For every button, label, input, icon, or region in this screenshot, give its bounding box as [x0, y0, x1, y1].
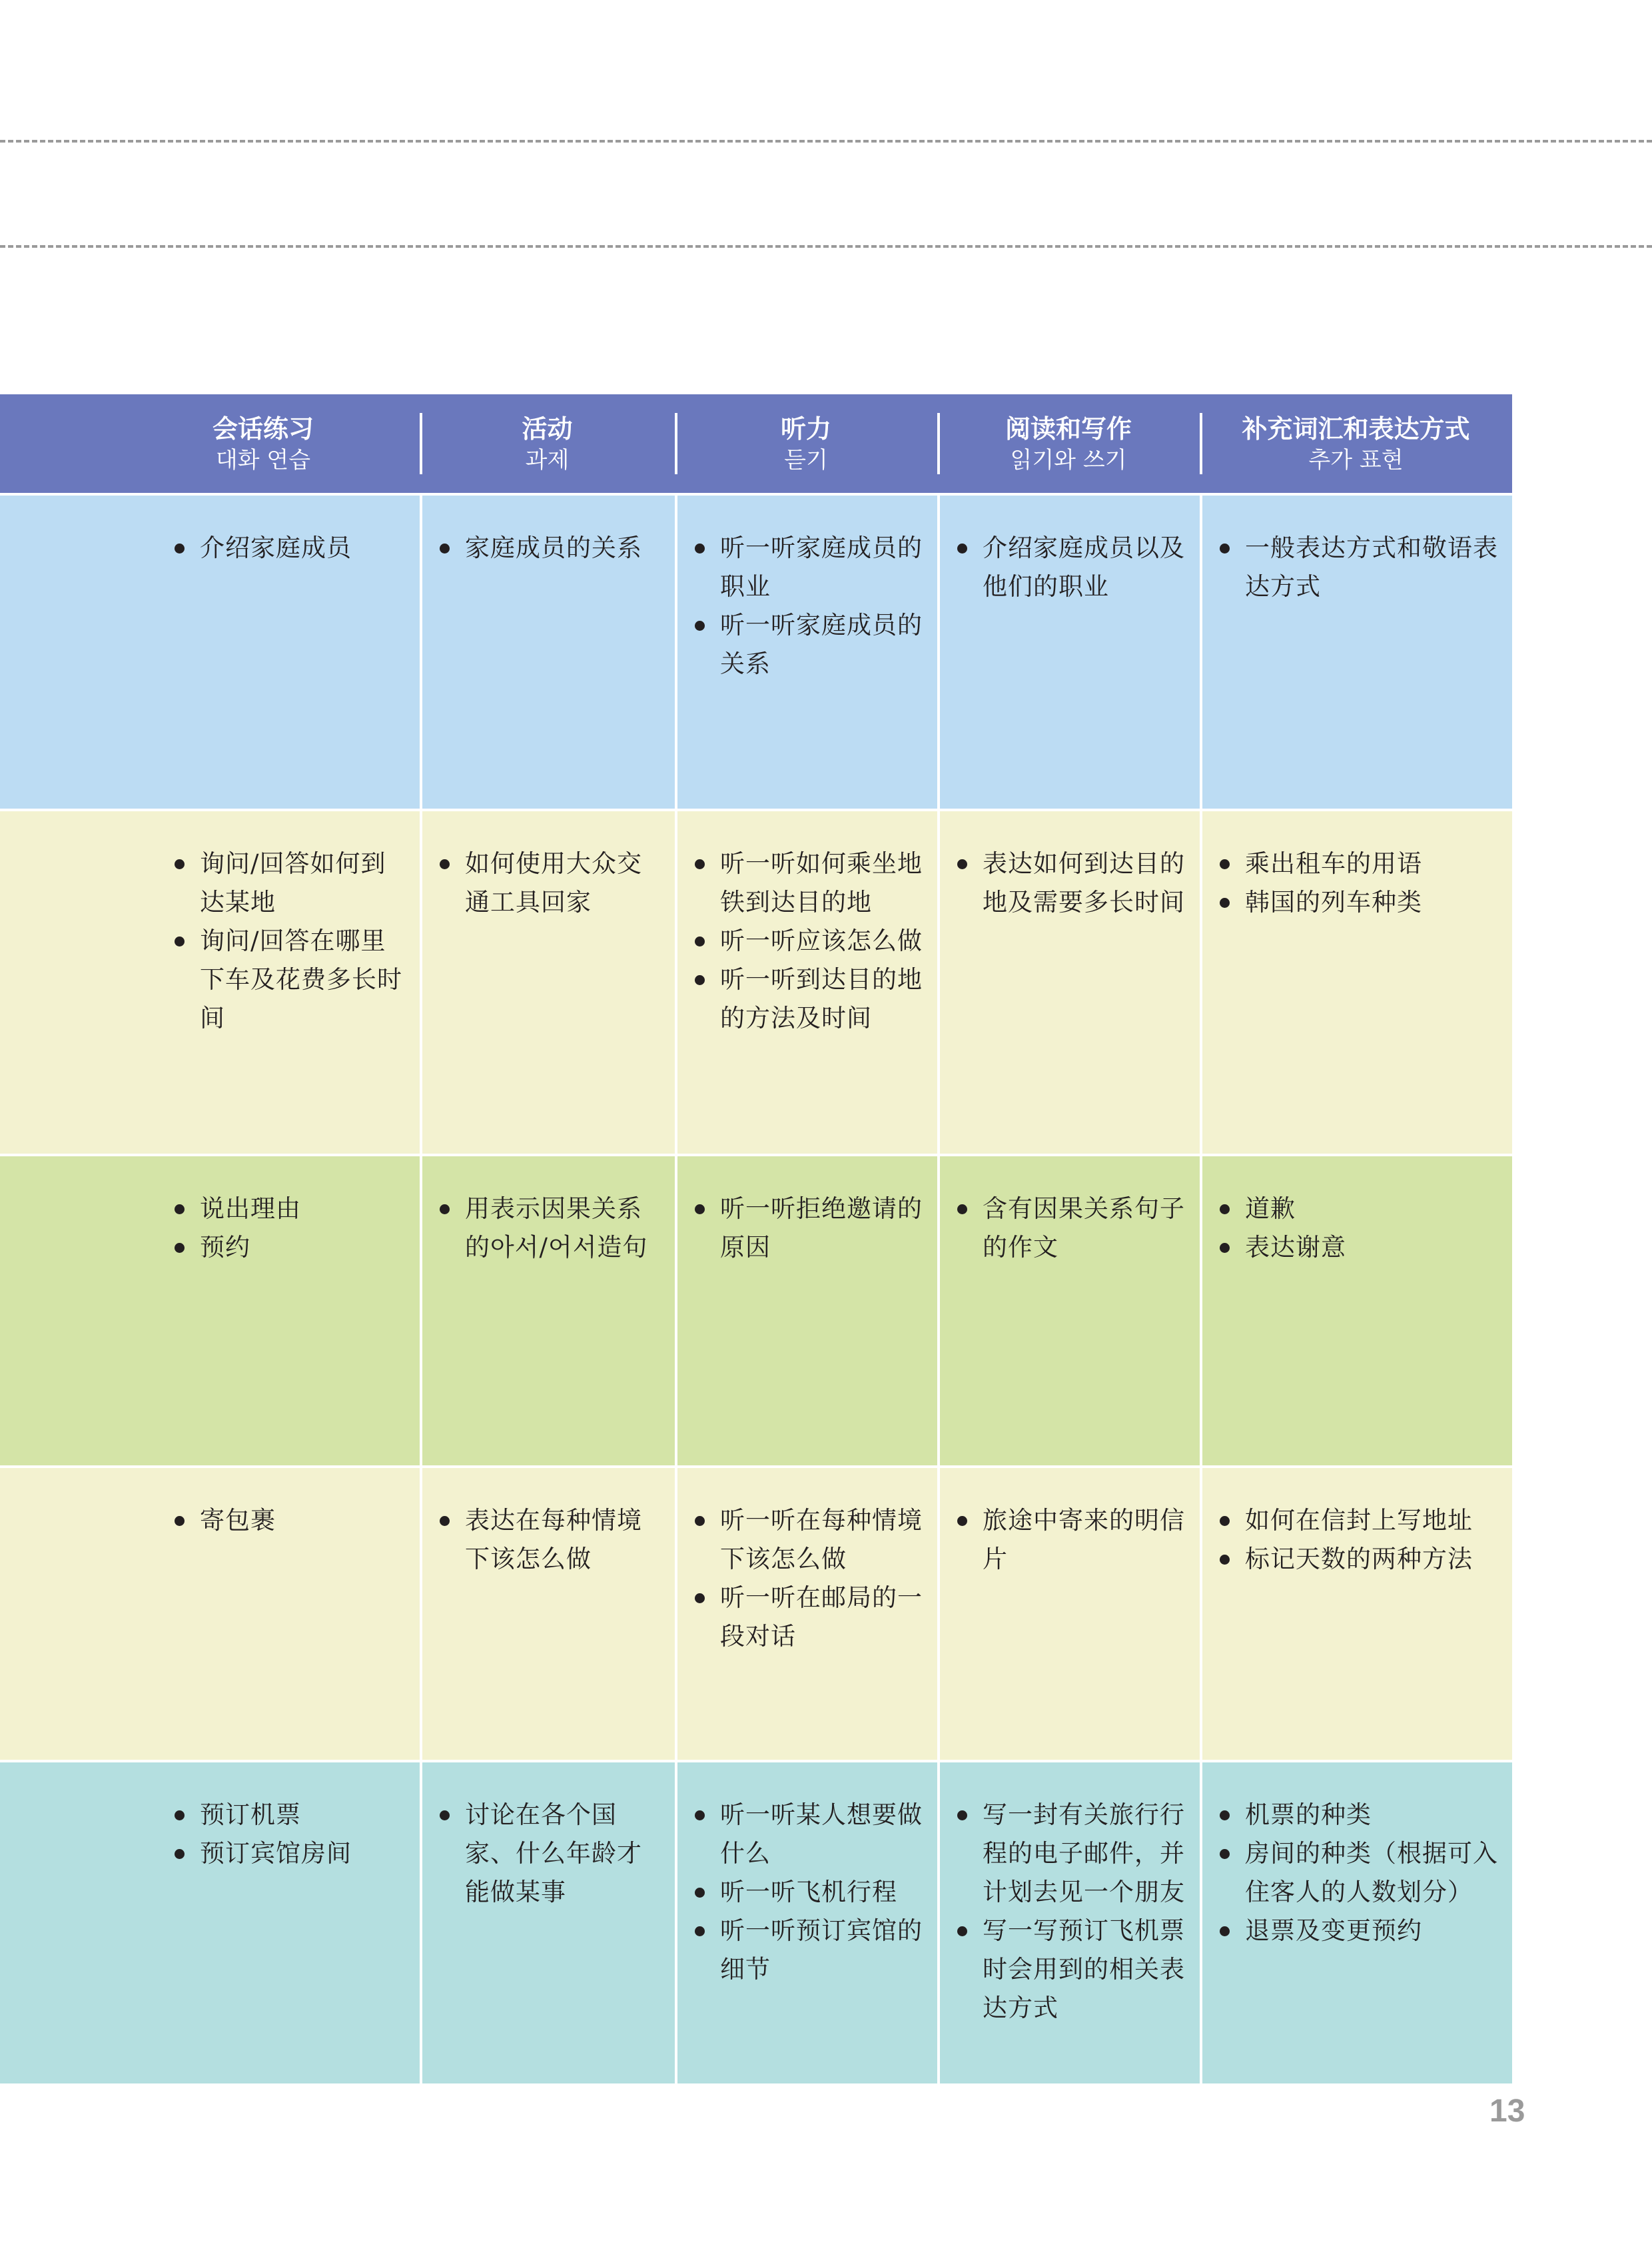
- cell-reading-writing: [937, 1762, 1200, 2083]
- cell-supplement: [1200, 496, 1512, 809]
- list-item: 听一听在邮局的一段对话: [692, 1579, 924, 1656]
- list-item: 询问/回答如何到达某地: [172, 845, 406, 922]
- list-item: 预订机票: [172, 1796, 406, 1834]
- header-ko: 읽기와 쓰기: [1010, 447, 1127, 474]
- cell-activity: [420, 1156, 675, 1465]
- page-number: 13: [1489, 2093, 1525, 2129]
- list-item: 如何在信封上写地址: [1217, 1501, 1499, 1540]
- cell-activity: [420, 496, 675, 809]
- list-item: 家庭成员的关系: [437, 529, 661, 567]
- list-item: 旅途中寄来的明信片: [955, 1501, 1186, 1579]
- list-item: 乘出租车的用语: [1217, 845, 1499, 883]
- header-activity: [420, 394, 675, 493]
- list-item: 含有因果关系句子的作文: [955, 1190, 1186, 1267]
- cell-activity: [420, 811, 675, 1154]
- list-item: 听一听飞机行程: [692, 1873, 924, 1912]
- list-item: 听一听拒绝邀请的原因: [692, 1190, 924, 1267]
- list-item: 介绍家庭成员: [172, 529, 406, 567]
- list-item: 听一听到达目的地的方法及时间: [692, 960, 924, 1038]
- cell-listening: [675, 811, 937, 1154]
- table-row: [0, 1760, 1512, 2083]
- header-zh: 听力: [780, 414, 831, 444]
- curriculum-table: [0, 394, 1512, 2083]
- header-conversation: [0, 394, 420, 493]
- list-item: 机票的种类: [1217, 1796, 1499, 1834]
- cell-listening: [675, 1762, 937, 2083]
- list-item: 标记天数的两种方法: [1217, 1540, 1499, 1579]
- header-supplement: [1200, 394, 1512, 493]
- table-row: [0, 1465, 1512, 1760]
- list-item: 退票及变更预约: [1217, 1912, 1499, 1950]
- list-item: 讨论在各个国家、什么年龄才能做某事: [437, 1796, 661, 1912]
- header-reading-writing: [937, 394, 1200, 493]
- list-item: 房间的种类（根据可入住客人的人数划分）: [1217, 1834, 1499, 1912]
- cell-conversation: [0, 1762, 420, 2083]
- header-zh: 补充词汇和表达方式: [1242, 414, 1470, 444]
- list-item: 询问/回答在哪里下车及花费多长时间: [172, 922, 406, 1038]
- list-item: 表达在每种情境下该怎么做: [437, 1501, 661, 1579]
- cell-reading-writing: [937, 1156, 1200, 1465]
- list-item: 听一听如何乘坐地铁到达目的地: [692, 845, 924, 922]
- list-item: 听一听应该怎么做: [692, 922, 924, 960]
- list-item: 寄包裹: [172, 1501, 406, 1540]
- cell-conversation: [0, 1468, 420, 1760]
- cell-conversation: [0, 496, 420, 809]
- list-item: 用表示因果关系的아서/어서造句: [437, 1190, 661, 1267]
- cell-conversation: [0, 1156, 420, 1465]
- list-item: 预约: [172, 1228, 406, 1267]
- top-dashed-rule: [0, 140, 1652, 143]
- list-item: 听一听家庭成员的关系: [692, 606, 924, 683]
- list-item: 听一听家庭成员的职业: [692, 529, 924, 606]
- list-item: 写一封有关旅行行程的电子邮件，并计划去见一个朋友: [955, 1796, 1186, 1912]
- cell-supplement: [1200, 1156, 1512, 1465]
- list-item: 介绍家庭成员以及他们的职业: [955, 529, 1186, 606]
- list-item: 如何使用大众交通工具回家: [437, 845, 661, 922]
- cell-listening: [675, 1156, 937, 1465]
- list-item: 听一听预订宾馆的细节: [692, 1912, 924, 1989]
- table-row: [0, 809, 1512, 1154]
- cell-reading-writing: [937, 811, 1200, 1154]
- cell-supplement: [1200, 811, 1512, 1154]
- cell-reading-writing: [937, 1468, 1200, 1760]
- cell-supplement: [1200, 1762, 1512, 2083]
- list-item: 道歉: [1217, 1190, 1499, 1228]
- list-item: 韩国的列车种类: [1217, 883, 1499, 922]
- header-zh: 活动: [522, 414, 573, 444]
- list-item: 一般表达方式和敬语表达方式: [1217, 529, 1499, 606]
- cell-conversation: [0, 811, 420, 1154]
- cell-listening: [675, 1468, 937, 1760]
- table-row: [0, 1154, 1512, 1465]
- header-listening: [675, 394, 937, 493]
- cell-activity: [420, 1468, 675, 1760]
- table-row: [0, 493, 1512, 809]
- header-zh: 会话练习: [212, 414, 314, 444]
- table-header: [0, 394, 1512, 493]
- list-item: 预订宾馆房间: [172, 1834, 406, 1873]
- header-ko: 듣기: [784, 447, 828, 474]
- list-item: 表达如何到达目的地及需要多长时间: [955, 845, 1186, 922]
- list-item: 听一听在每种情境下该怎么做: [692, 1501, 924, 1579]
- header-zh: 阅读和写作: [1005, 414, 1132, 444]
- cell-activity: [420, 1762, 675, 2083]
- list-item: 听一听某人想要做什么: [692, 1796, 924, 1873]
- list-item: 写一写预订飞机票时会用到的相关表达方式: [955, 1912, 1186, 2028]
- list-item: 表达谢意: [1217, 1228, 1499, 1267]
- cell-supplement: [1200, 1468, 1512, 1760]
- second-dashed-rule: [0, 245, 1652, 248]
- cell-listening: [675, 496, 937, 809]
- header-ko: 과제: [525, 447, 570, 474]
- header-ko: 추가 표현: [1308, 447, 1404, 474]
- cell-reading-writing: [937, 496, 1200, 809]
- list-item: 说出理由: [172, 1190, 406, 1228]
- header-ko: 대화 연습: [215, 447, 311, 474]
